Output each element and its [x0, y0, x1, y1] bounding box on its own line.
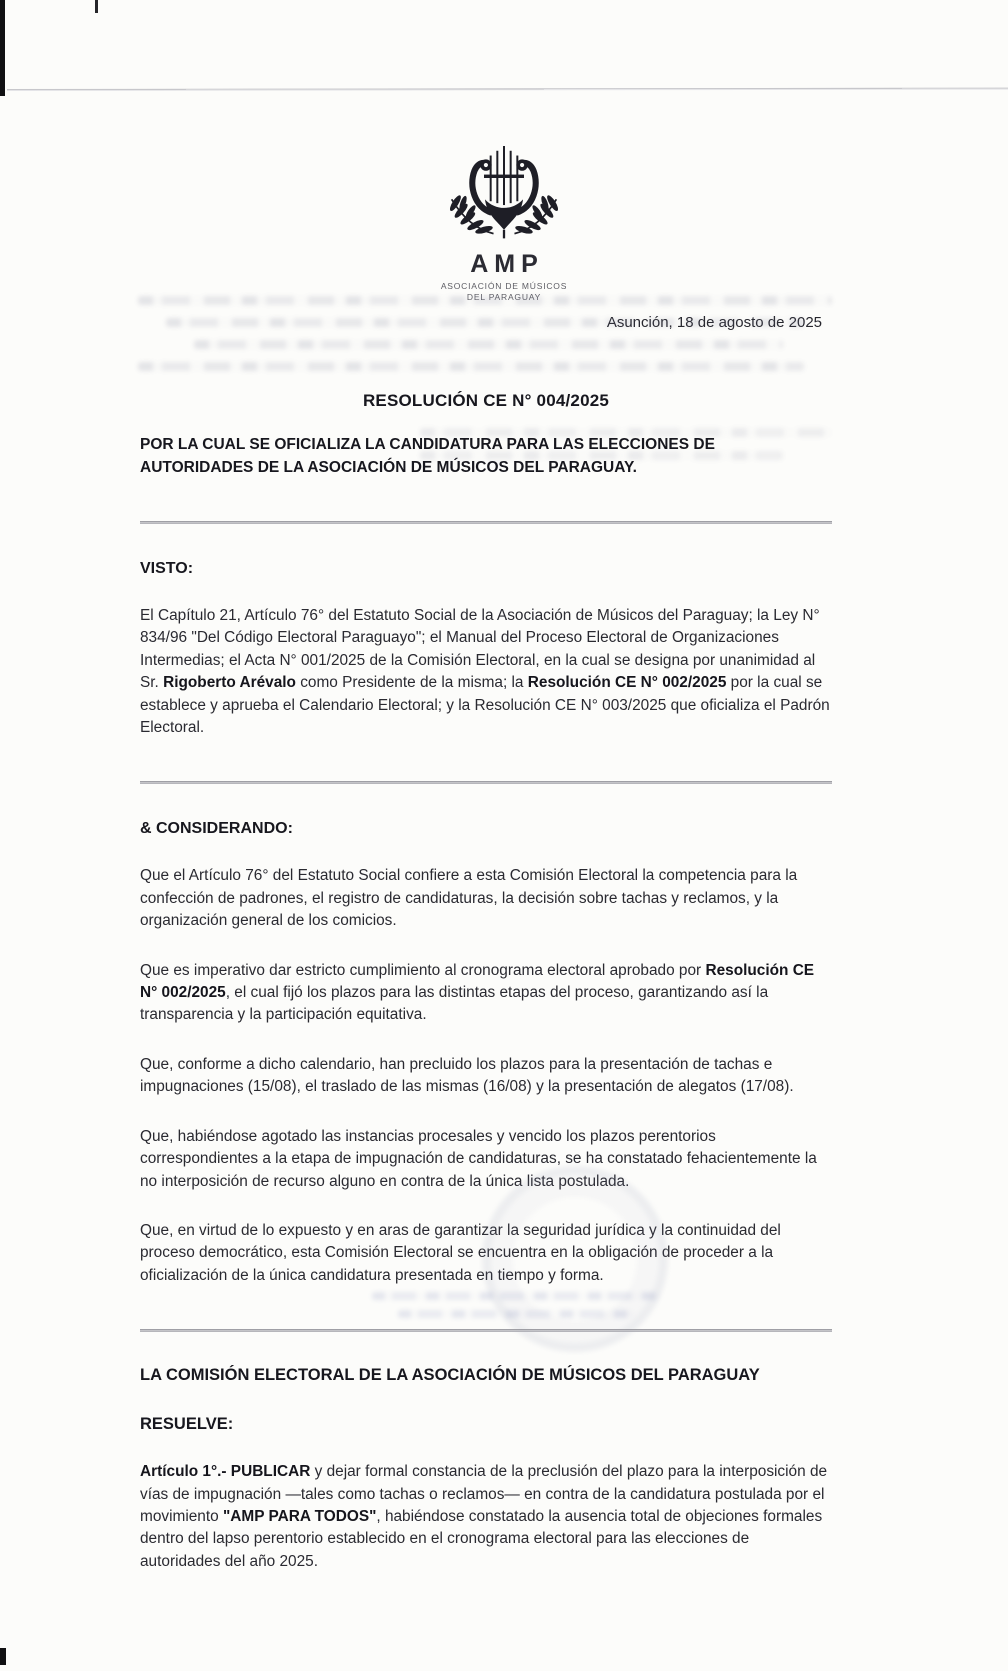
date-line: Asunción, 18 de agosto de 2025 [606, 314, 822, 331]
considerando-paragraph-4: Que, habiéndose agotado las instancias procesales y vencido los plazos perentorios correspondientes a la etapa de impugnación de candidaturas, se ha constatado fehacientemente la no interposición de recurso alguno en contra de la única lista postulada. [140, 1127, 817, 1190]
org-logo [384, 146, 624, 302]
resuelve-heading: RESUELVE: [140, 1415, 234, 1434]
scan-artifact-left-edge-strip [0, 0, 5, 96]
document-body [0, 314, 1008, 1573]
considerando-heading: & CONSIDERANDO: [140, 820, 293, 838]
visto-heading: VISTO: [140, 560, 194, 577]
section-divider-2 [140, 781, 832, 784]
article-1-paragraph: Artículo 1°.- PUBLICAR y dejar formal constancia de la preclusión del plazo para la interposición de vías de impugnación —tales como tachas o reclamos— en contra de la candidatura postulada por el movimiento "AMP PARA TODOS", habiéndose constatado la ausencia total de objeciones formales dentro del lapso perentorio establecido en el cronograma electoral para las elecciones de autoridades del año 2025. [140, 1463, 828, 1570]
visto-paragraph: El Capítulo 21, Artículo 76° del Estatuto Social de la Asociación de Músicos del Paraguay; la Ley N° 834/96 "Del Código Electoral Paraguayo"; el Manual del Proceso Electoral de Organizaciones Intermedias; el Acta N° 001/2025 de la Comisión Electoral, en la cual se designa por unanimidad al Sr. Rigoberto Arévalo como Presidente de la misma; la Resolución CE N° 002/2025 por la cual se establece y aprueba el Calendario Electoral; y la Resolución CE N° 003/2025 que oficializa el Padrón Electoral. [140, 607, 830, 737]
considerando-paragraph-2: Que es imperativo dar estricto cumplimiento al cronograma electoral aprobado por Resolución CE N° 002/2025, el cual fijó los plazos para las distintas etapas del proceso, garantizando así la transparencia y la participación equitativa. [140, 961, 815, 1024]
section-divider-1 [140, 521, 832, 524]
considerando-paragraph-3: Que, conforme a dicho calendario, han precluido los plazos para la presentación de tachas e impugnaciones (15/08), el traslado de las mismas (16/08) y la presentación de alegatos (17/08). [140, 1055, 794, 1096]
resolving-body-heading: LA COMISIÓN ELECTORAL DE LA ASOCIACIÓN DE MÚSICOS DEL PARAGUAY [140, 1366, 760, 1385]
scan-artifact-page-boundary-line [7, 88, 1008, 91]
scan-artifact-bottom-mark [0, 1648, 6, 1665]
logo-acronym: AMP [470, 250, 544, 278]
scan-artifact-top-tick [95, 0, 98, 13]
considerando-paragraph-5: Que, en virtud de lo expuesto y en aras de garantizar la seguridad jurídica y la continuidad del proceso democrático, esta Comisión Electoral se encuentra en la obligación de proceder a la oficialización de la única candidatura presentada en tiempo y forma. [140, 1221, 781, 1284]
lyre-laurel-icon [442, 146, 566, 246]
logo-org-name-line1: ASOCIACIÓN DE MÚSICOS [440, 281, 568, 291]
resolution-title: RESOLUCIÓN CE N° 004/2025 [362, 391, 610, 410]
resolution-subtitle: POR LA CUAL SE OFICIALIZA LA CANDIDATURA PARA LAS ELECCIONES DE AUTORIDADES DE LA ASOCIACIÓN DE MÚSICOS DEL PARAGUAY. [140, 436, 715, 476]
considerando-paragraph-1: Que el Artículo 76° del Estatuto Social confiere a esta Comisión Electoral la competencia para la confección de padrones, el registro de candidaturas, la decisión sobre tachas y reclamos, y la organización general de los comicios. [140, 867, 798, 930]
section-divider-3 [140, 1329, 832, 1332]
logo-org-name-line2: DEL PARAGUAY [466, 291, 542, 302]
